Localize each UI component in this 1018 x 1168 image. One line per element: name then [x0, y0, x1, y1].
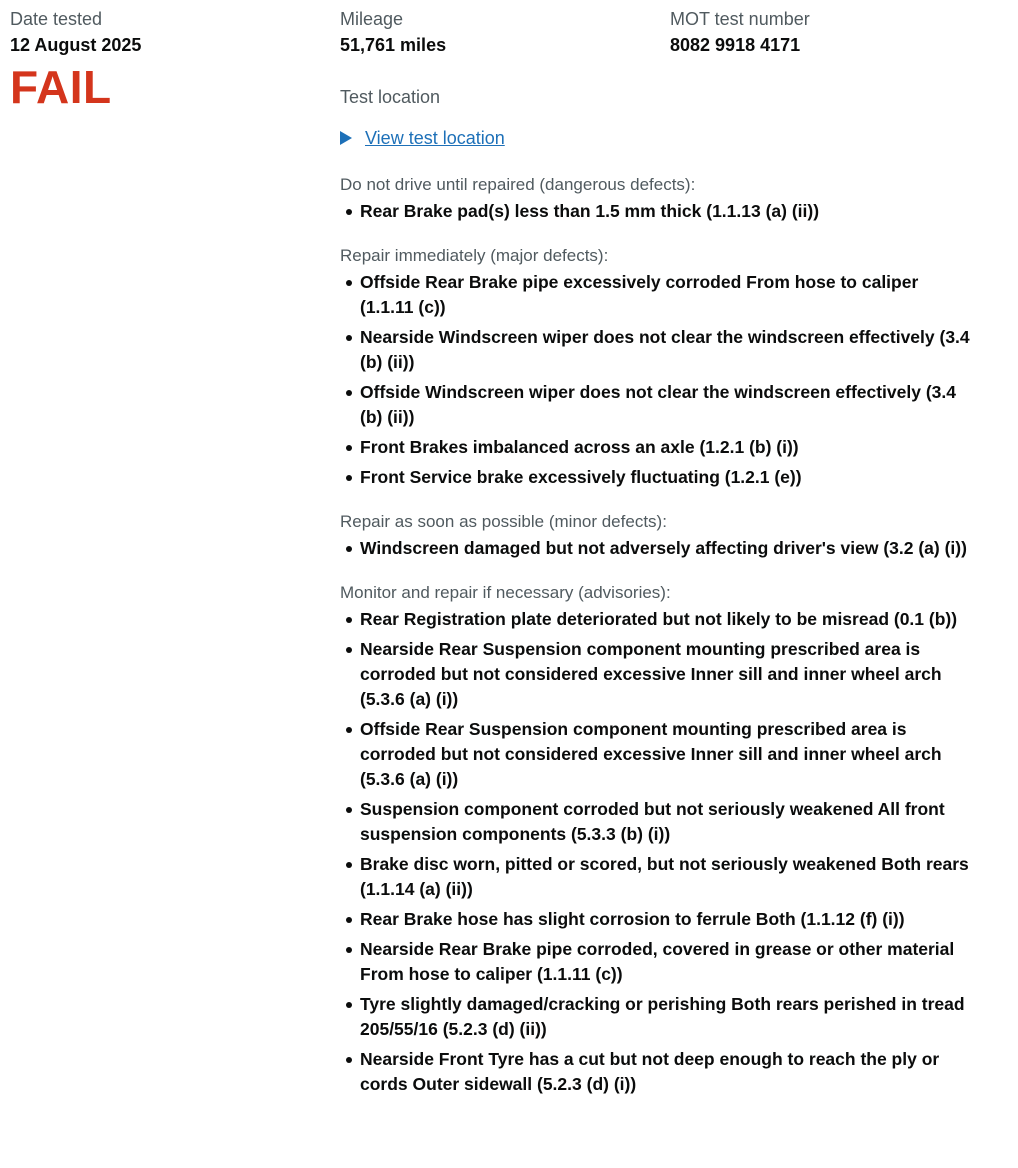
defect-section [340, 175, 980, 224]
defect-item: Nearside Rear Brake pipe corroded, covered in grease or other material From hose to caliper (1.1.11 (c)) [360, 937, 980, 987]
defect-item: Front Service brake excessively fluctuating (1.2.1 (e)) [360, 465, 980, 490]
defect-section-heading: Repair as soon as possible (minor defects): [340, 512, 667, 531]
defect-section [340, 246, 980, 490]
defect-item: Suspension component corroded but not seriously weakened All front suspension components (5.3.3 (b) (i)) [360, 797, 980, 847]
defect-item: Offside Windscreen wiper does not clear the windscreen effectively (3.4 (b) (ii)) [360, 380, 980, 430]
mileage-value: 51,761 miles [340, 35, 447, 55]
defects-list [340, 175, 980, 1097]
defect-items [340, 607, 980, 1097]
test-number-column [670, 0, 1000, 56]
defect-item: Tyre slightly damaged/cracking or perishing Both rears perished in tread 205/55/16 (5.2.3 (d) (ii)) [360, 992, 980, 1042]
defect-items [340, 536, 980, 561]
defect-item: Offside Rear Brake pipe excessively corroded From hose to caliper (1.1.11 (c)) [360, 270, 980, 320]
defect-item: Rear Registration plate deteriorated but not likely to be misread (0.1 (b)) [360, 607, 980, 632]
main-column [340, 0, 980, 1102]
defect-items [340, 199, 980, 224]
defect-item: Nearside Windscreen wiper does not clear the windscreen effectively (3.4 (b) (ii)) [360, 325, 980, 375]
defect-item: Rear Brake hose has slight corrosion to ferrule Both (1.1.12 (f) (i)) [360, 907, 980, 932]
view-test-location-link[interactable]: View test location [365, 128, 505, 148]
defect-section-heading: Do not drive until repaired (dangerous defects): [340, 175, 696, 194]
defect-item: Front Brakes imbalanced across an axle (1.2.1 (b) (i)) [360, 435, 980, 460]
defect-item: Rear Brake pad(s) less than 1.5 mm thick (1.1.13 (a) (ii)) [360, 199, 980, 224]
defect-items [340, 270, 980, 490]
triangle-right-icon [340, 131, 352, 145]
date-tested-value: 12 August 2025 [10, 35, 142, 55]
mileage-label: Mileage [340, 9, 404, 29]
defect-item: Brake disc worn, pitted or scored, but not seriously weakened Both rears (1.1.14 (a) (ii)) [360, 852, 980, 902]
defect-section [340, 512, 980, 561]
date-tested-label: Date tested [10, 9, 103, 29]
defect-item: Windscreen damaged but not adversely affecting driver's view (3.2 (a) (i)) [360, 536, 980, 561]
defect-section-heading: Monitor and repair if necessary (advisories): [340, 583, 671, 602]
date-column [10, 0, 310, 111]
mot-test-number-value: 8082 9918 4171 [670, 35, 801, 55]
mot-test-number-label: MOT test number [670, 9, 810, 29]
defect-item: Nearside Front Tyre has a cut but not deep enough to reach the ply or cords Outer sidewall (5.2.3 (d) (i)) [360, 1047, 980, 1097]
defect-item: Offside Rear Suspension component mounting prescribed area is corroded but not considered excessive Inner sill and inner wheel arch (5.3.6 (a) (i)) [360, 717, 980, 792]
defect-section [340, 583, 980, 1097]
defect-item: Nearside Rear Suspension component mounting prescribed area is corroded but not considered excessive Inner sill and inner wheel arch (5.3.6 (a) (i)) [360, 637, 980, 712]
test-result: FAIL [10, 61, 112, 113]
view-test-location-toggle[interactable] [340, 127, 980, 149]
defect-section-heading: Repair immediately (major defects): [340, 246, 609, 265]
test-location-label: Test location [340, 87, 441, 107]
